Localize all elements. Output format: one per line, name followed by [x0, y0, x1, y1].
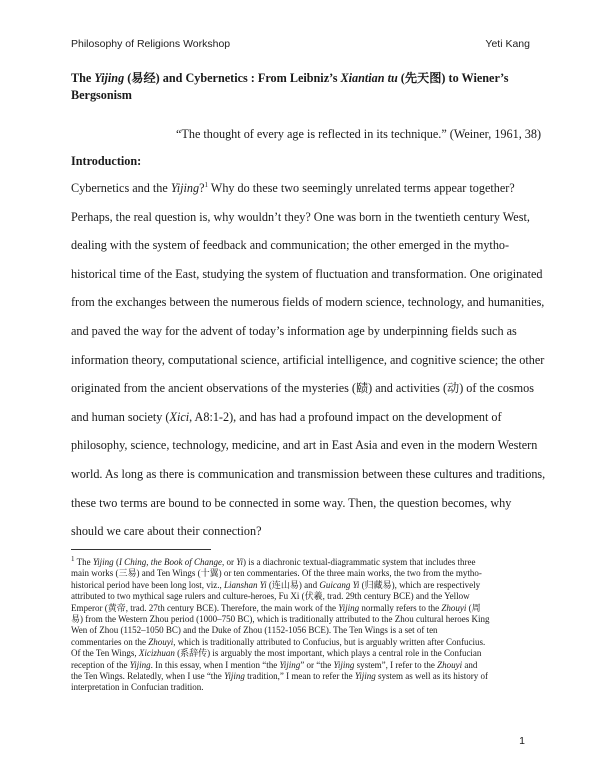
footnote-line: reception of the Yijing. In this essay, when I mention “the Yijing” or “the Yijing system”, I refer to the Zhouyi and [71, 659, 478, 670]
body-line: and paved the way for the advent of today’s information age by underpinning fields such as [71, 323, 517, 338]
footnote-line: $^1$ The Yijing (I Ching, the Book of Change, or Yi) is a diachronic textual-diagrammatic system that includes three [71, 555, 476, 567]
body-line: world. As long as there is communication and transmission between these cultures and traditions, [71, 466, 546, 481]
body-line: historical time of the East, studying the system of fluctuation and transformation. One originated [71, 266, 543, 281]
page-number: 1 [519, 735, 525, 747]
footnote-line: commentaries on the Zhouyi, which is traditionally attributed to Confucius, but is arguably written after Confucius. [71, 636, 486, 647]
footnote-line: interpretation in Confucian tradition. [71, 682, 204, 693]
body-line: information theory, computational science, artificial intelligence, and cognitive science; the other [71, 352, 545, 367]
footnote-line: the Ten Wings. Relatedly, when I use “the Yijing tradition,” I mean to refer the Yijing system as well as its history of [71, 670, 488, 681]
body-line: originated from the ancient observations of the mysteries (赜) and activities (动) of the cosmos [71, 381, 534, 396]
footnote-line: historical period have been long lost, viz., Lianshan Yi (连山易) and Guicang Yi (归藏易), which are respectively [71, 579, 481, 590]
body-line: dealing with the system of feedback and communication; the other emerged in the mytho- [71, 238, 510, 253]
running-header-title: Philosophy of Religions Workshop [71, 38, 231, 50]
body-line: and human society (Xici, A8:1-2), and has had a profound impact on the development of [71, 409, 502, 424]
footnote-line: main works (三易) and Ten Wings (十翼) or ten commentaries. Of the three main works, the two from the mytho- [71, 568, 482, 579]
body-line: Cybernetics and the Yijing?$^1$ Why do these two seemingly unrelated terms appear together? [71, 180, 515, 195]
footnote-separator [71, 549, 211, 550]
running-header-author: Yeti Kang [485, 38, 530, 50]
body-line: philosophy, science, technology, medicine, and art in East Asia and even in the modern Western [71, 438, 538, 453]
footnote-line: Emperor (黄帝, trad. 27th century BCE). Therefore, the main work of the Yijing normally refers to the Zhouyi (周 [71, 602, 481, 613]
body-line: should we care about their connection? [71, 524, 262, 539]
body-line: from the exchanges between the numerous fields of modern science, technology, and humanities, [71, 295, 545, 310]
body-line: Perhaps, the real question is, why wouldn’t they? One was born in the twentieth century West, [71, 209, 530, 224]
footnote-line: Wen of Zhou (1152–1050 BC) and the Duke of Zhou (1152-1056 BCE). The Ten Wings is a set of ten [71, 625, 438, 636]
title-line-2: Bergsonism [71, 88, 132, 102]
footnote-line: 易) from the Western Zhou period (1000–750 BC), which is traditionally attributed to the Zhou cultural heroes King [71, 613, 490, 624]
footnote-ref[interactable]: 1 [204, 180, 208, 189]
body-line: these two terms are bound to be connected in some way. Then, the question becomes, why [71, 495, 512, 510]
title-line-1: The Yijing (易经) and Cybernetics : From Leibniz’s Xiantian tu (先天图) to Wiener’s [71, 71, 509, 85]
epigraph-quote: “The thought of every age is reflected in its technique.” (Weiner, 1961, 38) [176, 127, 542, 141]
footnote-line: attributed to two mythical sage rulers and culture-heroes, Fu Xi (伏羲, trad. 29th century BCE) and the Yellow [71, 591, 470, 602]
footnote-line: Of the Ten Wings, Xicizhuan (系辞传) is arguably the most important, which plays a central role in the Confucian [71, 648, 482, 659]
footnote [71, 557, 533, 694]
paper-title [71, 70, 531, 104]
section-heading: Introduction: [71, 154, 142, 168]
body-paragraph [71, 178, 546, 550]
